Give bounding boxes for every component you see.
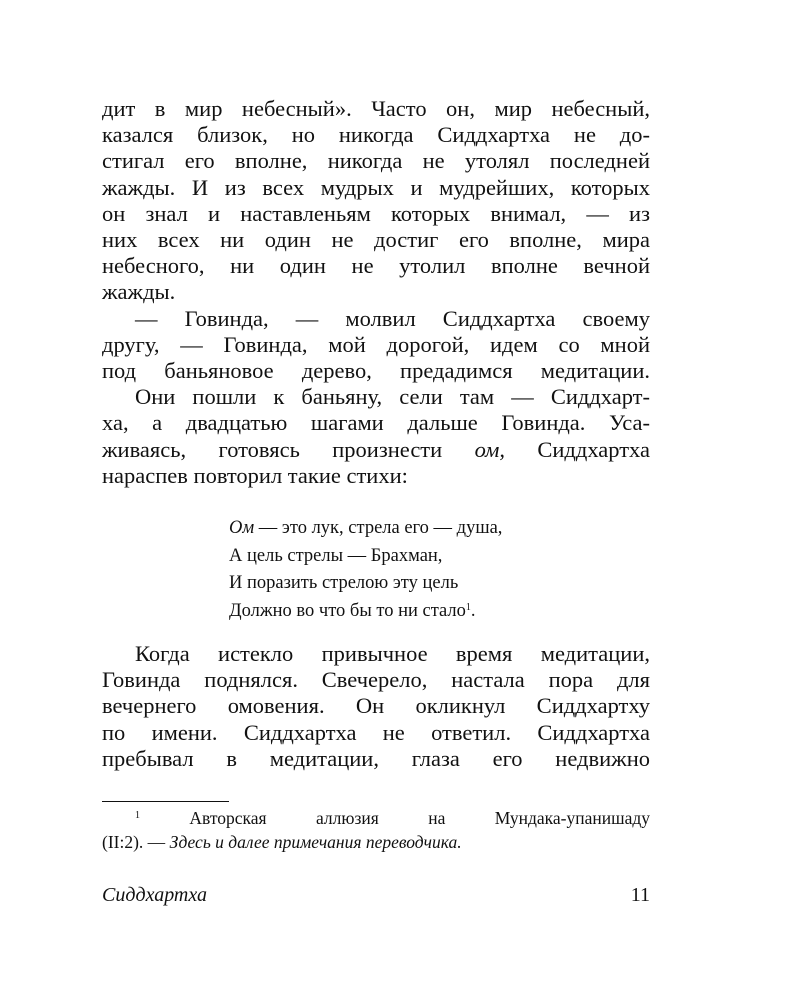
text-line <box>102 437 650 463</box>
poem-verse <box>229 515 502 625</box>
poem-line: И поразить стрелою эту цель <box>229 573 459 593</box>
text-segment: (II:2). — <box>102 832 170 852</box>
text-segment: . <box>470 600 476 621</box>
text-line: небесного, ни один не утолил вполне вечной <box>102 253 650 279</box>
poem-line <box>229 515 502 543</box>
text-line: другу, — Говинда, мой дорогой, идем со мной <box>102 331 650 357</box>
italic-text: Здесь и далее примечания переводчика. <box>169 832 462 852</box>
poem-line <box>229 598 502 626</box>
text-line: них всех ни один не достиг его вполне, мира <box>102 227 650 253</box>
text-line: под баньяновое дерево, предадимся медитации. <box>102 358 650 384</box>
footnote-marker: 1 <box>465 601 471 613</box>
footnote-number: 1 <box>135 810 140 821</box>
text-line: по имени. Сиддхартха не ответил. Сиддхартха <box>102 719 650 745</box>
text-segment: Сиддхартха <box>504 436 650 462</box>
book-title: Сиддхартха <box>102 884 207 906</box>
page-number: 11 <box>630 884 650 906</box>
text-segment: живаясь, готовясь произнести <box>102 436 475 462</box>
text-line: Говинда поднялся. Свечерело, настала пора для <box>102 667 650 693</box>
text-line: жажды. И из всех мудрых и мудрейших, которых <box>102 174 650 200</box>
poem-line: А цель стрелы — Брахман, <box>229 545 443 566</box>
text-line: дит в мир небесный». Часто он, мир небесный, <box>102 96 650 121</box>
text-line: Когда истекло привычное время медитации, <box>135 641 650 666</box>
italic-word: Ом <box>229 518 255 538</box>
footnote <box>102 806 650 854</box>
text-line: нараспев повторил такие стихи: <box>102 462 408 488</box>
text-line: пребывал в медитации, глаза его недвижно <box>102 745 650 771</box>
main-text-block <box>102 96 650 489</box>
italic-word: ом, <box>474 436 505 462</box>
text-line: казался близок, но никогда Сиддхартха не до- <box>102 122 650 148</box>
text-segment: — это лук, стрела его — душа, <box>254 518 503 538</box>
text-line: жажды. <box>102 279 176 305</box>
text-line: вечернего омовения. Он окликнул Сиддхартху <box>102 693 650 719</box>
lower-text-block <box>102 641 650 772</box>
footnote-divider <box>102 801 229 802</box>
text-line: стигал его вполне, никогда не утолял последней <box>102 148 650 174</box>
footnote-line <box>102 830 650 854</box>
text-line: ха, а двадцатью шагами дальше Говинда. Уса- <box>102 410 650 436</box>
footnote-line <box>102 806 650 830</box>
running-footer <box>102 884 650 907</box>
text-line: он знал и наставленьям которых внимал, — из <box>102 200 650 226</box>
text-segment: Авторская аллюзия на Мундака-упанишаду <box>140 808 650 828</box>
text-line: — Говинда, — молвил Сиддхартха своему <box>135 305 650 331</box>
text-segment: Должно во что бы то ни стало <box>229 600 466 621</box>
text-line: Они пошли к баньяну, сели там — Сиддхарт- <box>135 384 650 410</box>
